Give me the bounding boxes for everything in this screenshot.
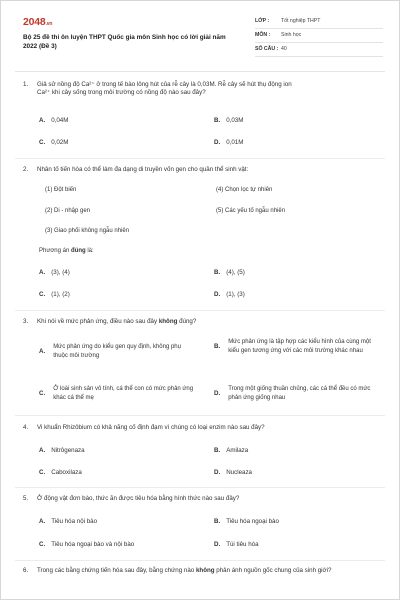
statement-item: (4) Chọn lọc tự nhiên: [216, 187, 273, 193]
meta-value: Sinh học: [281, 31, 302, 38]
option-d[interactable]: D. 0,01M: [214, 139, 244, 146]
option-a[interactable]: A. Nitrôgenaza: [39, 447, 85, 454]
question-text: Trong các bằng chứng tiến hóa sau đây, bằng chứng nào không phản ánh nguồn gốc chung của sinh giới?: [37, 567, 332, 574]
question-text: Vi khuẩn Rhizôbium có khả năng cố định đạm vì chúng có loại enzim nào sau đây?: [37, 424, 265, 431]
option-b[interactable]: B. Mức phản ứng là tập hợp các kiểu hình của cùng một kiểu gen tương ứng với các môi trường khác nhau: [214, 339, 371, 354]
meta-key: SỐ CÂU :: [255, 45, 279, 52]
meta-key: LỚP :: [255, 17, 270, 24]
statement-item: (2) Di - nhập gen: [45, 208, 91, 214]
option-d[interactable]: D. (1), (3): [214, 291, 245, 298]
statement-item: (5) Các yếu tố ngẫu nhiên: [216, 208, 286, 214]
option-a[interactable]: A. Mức phản ứng do kiểu gen quy định, không phụ thuộc môi trường: [39, 344, 181, 359]
option-b[interactable]: B. 0,03M: [214, 117, 244, 124]
option-b[interactable]: B. (4), (5): [214, 269, 245, 276]
meta-key: MÔN :: [255, 31, 271, 38]
question-5: [23, 495, 383, 503]
option-c[interactable]: C. Ở loài sinh sản vô tính, cá thể con có mức phản ứng khác cá thể mẹ: [39, 386, 194, 401]
document-header: [23, 15, 383, 61]
question-1: [23, 81, 383, 98]
option-c[interactable]: C. Tiêu hóa ngoại bào và nội bào: [39, 541, 135, 548]
option-c[interactable]: C. (1), (2): [39, 291, 70, 298]
question-text: Giả sử nồng độ Ca²⁺ ở trong tế bào lông hút của rễ cây là 0,03M. Rễ cây sẽ hút thụ động ion Ca²⁺ khi cây sống trong môi trường có nồng độ nào sau đây?: [37, 81, 292, 97]
question-text: Khi nói về mức phản ứng, điều nào sau đây không đúng?: [37, 318, 197, 325]
question-2: [23, 166, 383, 174]
question-divider: [15, 158, 385, 159]
option-a[interactable]: A. 0,04M: [39, 117, 69, 124]
option-a[interactable]: A. (3), (4): [39, 269, 70, 276]
question-number: 2.: [23, 166, 29, 173]
header-divider: [15, 71, 385, 72]
question-divider: [15, 560, 385, 561]
question-divider: [15, 310, 385, 311]
document-title: Bộ 25 đề thi ôn luyện THPT Quốc gia môn Sinh học có lời giải năm 2022 (Đề 3): [23, 34, 226, 50]
question-text: Nhân tố tiến hóa có thể làm đa dạng di truyền vốn gen cho quần thể sinh vật:: [37, 166, 249, 173]
question-divider: [15, 415, 385, 416]
meta-value: 40: [281, 45, 287, 52]
option-d[interactable]: D. Túi tiêu hóa: [214, 541, 259, 548]
meta-row-subject: [255, 29, 383, 43]
statement-item: (1) Đột biến: [45, 187, 77, 193]
question-number: 6.: [23, 567, 29, 574]
question-number: 4.: [23, 424, 29, 431]
question-4: [23, 424, 383, 432]
question-number: 3.: [23, 318, 29, 325]
meta-row-count: [255, 43, 383, 57]
option-c[interactable]: C. Caboxilaza: [39, 469, 82, 476]
option-b[interactable]: B. Amilaza: [214, 447, 249, 454]
site-logo[interactable]: 2048.vn: [23, 16, 53, 28]
question-number: 5.: [23, 495, 29, 502]
question-number: 1.: [23, 81, 29, 88]
meta-value: Tốt nghiệp THPT: [281, 17, 321, 24]
question-6: [23, 567, 383, 575]
option-d[interactable]: D. Nucleaza: [214, 469, 252, 476]
statement-item: (3) Giao phối không ngẫu nhiên: [45, 228, 130, 234]
question-text: Ở động vật đơn bào, thức ăn được tiêu hóa bằng hình thức nào sau đây?: [37, 495, 240, 502]
question-divider: [15, 487, 385, 488]
option-a[interactable]: A. Tiêu hóa nội bào: [39, 518, 98, 525]
question-3: [23, 318, 383, 326]
option-c[interactable]: C. 0,02M: [39, 139, 69, 146]
answer-prompt: Phương án đúng là:: [39, 248, 94, 254]
document-meta: [255, 15, 383, 57]
option-d[interactable]: D. Trong một giống thuần chủng, các cá thể đều có mức phản ứng giống nhau: [214, 386, 371, 401]
meta-row-class: [255, 15, 383, 29]
option-b[interactable]: B. Tiêu hóa ngoại bào: [214, 518, 279, 525]
